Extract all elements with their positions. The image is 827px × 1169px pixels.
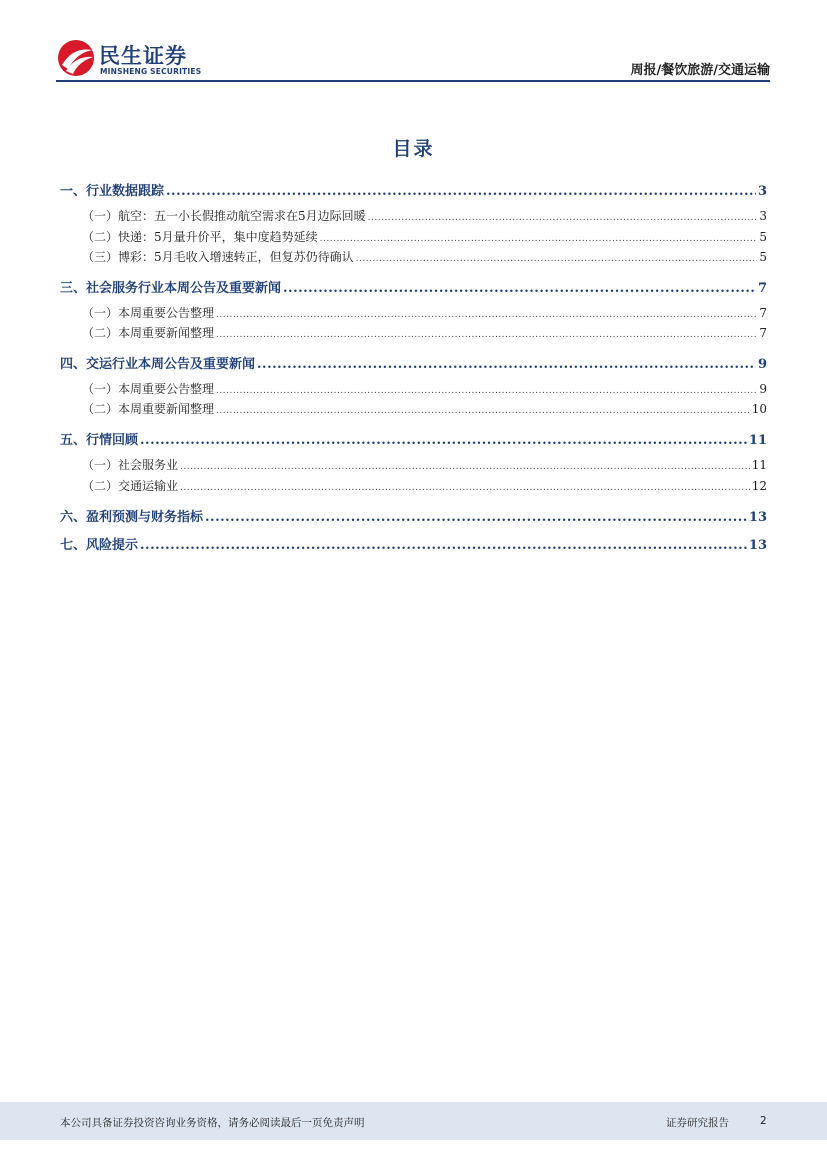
footer-page-number: 2 xyxy=(760,1115,767,1127)
toc-entry-label: 四、交运行业本周公告及重要新闻 xyxy=(60,357,256,372)
toc-section-entry[interactable] xyxy=(60,429,767,448)
toc-entry-label: （二）本周重要新闻整理 xyxy=(82,326,215,340)
toc-entry-page: 9 xyxy=(757,357,767,372)
toc-subsection-entry[interactable] xyxy=(60,324,767,341)
page-footer xyxy=(0,1102,827,1140)
toc-entry-label: （三）博彩：5月毛收入增速转正，但复苏仍待确认 xyxy=(82,250,354,264)
toc-dot-leader xyxy=(216,330,757,340)
toc-entry-page: 7 xyxy=(759,306,767,320)
toc-entry-label: （一）本周重要公告整理 xyxy=(82,306,215,320)
toc-subsection-entry[interactable] xyxy=(60,248,767,265)
header-divider xyxy=(56,80,770,82)
toc-entry-page: 5 xyxy=(759,230,767,244)
toc-entry-page: 11 xyxy=(748,433,767,448)
toc-entry-label: （一）本周重要公告整理 xyxy=(82,382,215,396)
toc-section-entry[interactable] xyxy=(60,506,767,525)
footer-doc-type: 证券研究报告 xyxy=(666,1117,729,1129)
page-header xyxy=(56,34,770,84)
toc-subsection-entry[interactable] xyxy=(60,207,767,224)
toc-entry-label: 一、行业数据跟踪 xyxy=(60,184,165,199)
toc-entry-page: 3 xyxy=(759,209,767,223)
toc-entry-label: （一）社会服务业 xyxy=(82,458,179,472)
toc-entry-page: 11 xyxy=(751,458,767,472)
toc-entry-label: 六、盈利预测与财务指标 xyxy=(60,510,204,525)
toc-dot-leader xyxy=(356,254,758,264)
toc-dot-leader xyxy=(283,281,756,296)
toc-entry-label: 三、社会服务行业本周公告及重要新闻 xyxy=(60,281,282,296)
toc-section-entry[interactable] xyxy=(60,353,767,372)
toc-dot-leader xyxy=(368,213,758,223)
toc-dot-leader xyxy=(216,406,750,416)
toc-section-entry[interactable] xyxy=(60,180,767,199)
logo-chinese-name: 民生证券 xyxy=(99,44,187,68)
toc-entry-page: 7 xyxy=(759,326,767,340)
toc-subsection-entry[interactable] xyxy=(60,456,767,473)
toc-entry-page: 10 xyxy=(751,402,767,416)
toc-entry-page: 7 xyxy=(757,281,767,296)
toc-dot-leader xyxy=(216,310,757,320)
toc-title: 目录 xyxy=(392,138,435,160)
toc-entry-label: （二）本周重要新闻整理 xyxy=(82,402,215,416)
toc-entry-label: （二）交通运输业 xyxy=(82,479,179,493)
toc-dot-leader xyxy=(205,510,747,525)
toc-subsection-entry[interactable] xyxy=(60,477,767,494)
toc-dot-leader xyxy=(320,234,758,244)
minsheng-logo-icon xyxy=(56,38,96,78)
toc-dot-leader xyxy=(180,462,750,472)
toc-subsection-entry[interactable] xyxy=(60,400,767,417)
toc-dot-leader xyxy=(140,538,747,553)
toc-entry-page: 12 xyxy=(751,479,767,493)
toc-subsection-entry[interactable] xyxy=(60,380,767,397)
toc-entry-label: （一）航空：五一小长假推动航空需求在5月边际回暖 xyxy=(82,209,366,223)
report-category: 周报/餐饮旅游/交通运输 xyxy=(630,63,770,78)
toc-subsection-entry[interactable] xyxy=(60,228,767,245)
toc-entry-label: （二）快递：5月量升价平，集中度趋势延续 xyxy=(82,230,318,244)
toc-subsection-entry[interactable] xyxy=(60,304,767,321)
toc-dot-leader xyxy=(180,483,750,493)
toc-dot-leader xyxy=(257,357,756,372)
toc-dot-leader xyxy=(140,433,747,448)
toc-dot-leader xyxy=(166,184,756,199)
footer-disclaimer: 本公司具备证券投资咨询业务资格，请务必阅读最后一页免责声明 xyxy=(60,1117,365,1129)
toc-entry-page: 13 xyxy=(748,538,767,553)
toc-entry-label: 五、行情回顾 xyxy=(60,433,139,448)
toc-entry-label: 七、风险提示 xyxy=(60,538,139,553)
toc-entry-page: 3 xyxy=(757,184,767,199)
toc-entry-page: 5 xyxy=(759,250,767,264)
toc-entry-page: 9 xyxy=(759,382,767,396)
toc-entry-page: 13 xyxy=(748,510,767,525)
logo-english-name: MINSHENG SECURITIES xyxy=(100,67,202,76)
toc-section-entry[interactable] xyxy=(60,534,767,553)
toc-section-entry[interactable] xyxy=(60,277,767,296)
toc-dot-leader xyxy=(216,386,757,396)
